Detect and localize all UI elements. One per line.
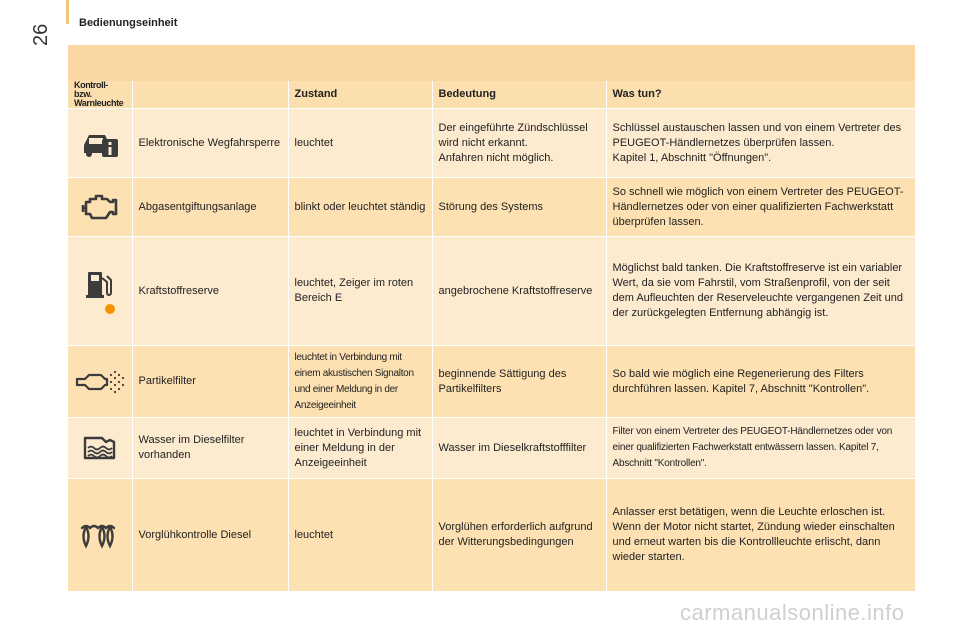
header-warning-light: Kontroll- bzw. Warnleuchte bbox=[68, 81, 132, 109]
row-meaning: Störung des Systems bbox=[432, 178, 606, 237]
icon-cell bbox=[68, 237, 132, 346]
table-row bbox=[68, 237, 915, 346]
header-name bbox=[132, 81, 288, 109]
row-state: leuchtet, Zeiger im roten Bereich E bbox=[288, 237, 432, 346]
row-name: Elektronische Wegfahrsperre bbox=[132, 109, 288, 178]
row-meaning: beginnende Sättigung des Partikelfilters bbox=[432, 346, 606, 418]
row-name: Wasser im Dieselfilter vorhanden bbox=[132, 418, 288, 479]
icon-cell bbox=[68, 178, 132, 237]
table-row bbox=[68, 479, 915, 592]
section-title: Bedienungseinheit bbox=[79, 17, 178, 29]
header-action: Was tun? bbox=[606, 81, 915, 109]
engine-icon bbox=[80, 192, 120, 222]
row-state: leuchtet in Verbindung mit einem akustischen Signalton und einer Meldung in der Anzeigeeinheit bbox=[288, 346, 432, 418]
glow-plug-icon bbox=[78, 520, 122, 550]
row-name: Vorglühkontrolle Diesel bbox=[132, 479, 288, 592]
immobilizer-key-icon bbox=[78, 127, 122, 159]
row-meaning: angebrochene Kraftstoffreserve bbox=[432, 237, 606, 346]
watermark: carmanualsonline.info bbox=[680, 600, 905, 625]
icon-cell bbox=[68, 346, 132, 418]
row-name: Partikelfilter bbox=[132, 346, 288, 418]
row-meaning: Wasser im Dieselkraftstofffilter bbox=[432, 418, 606, 479]
icon-cell bbox=[68, 109, 132, 178]
row-action: So bald wie möglich eine Regenerierung des Filters durchführen lassen. Kapitel 7, Abschnitt "Kontrollen". bbox=[606, 346, 915, 418]
row-action: Schlüssel austauschen lassen und von einem Vertreter des PEUGEOT-Händlernetzes überprüfen lassen. Kapitel 1, Abschnitt "Öffnungen". bbox=[606, 109, 915, 178]
row-action: Anlasser erst betätigen, wenn die Leuchte erloschen ist. Wenn der Motor nicht startet, Zündung wieder einschalten und erneut warten bis die Kontrollleuchte erlischt, dann wieder starten. bbox=[606, 479, 915, 592]
table-header-row bbox=[68, 81, 915, 109]
table-row bbox=[68, 109, 915, 178]
row-state: blinkt oder leuchtet ständig bbox=[288, 178, 432, 237]
row-meaning: Vorglühen erforderlich aufgrund der Witterungsbedingungen bbox=[432, 479, 606, 592]
water-in-diesel-icon bbox=[80, 433, 120, 463]
row-meaning: Der eingeführte Zündschlüssel wird nicht erkannt. Anfahren nicht möglich. bbox=[432, 109, 606, 178]
table-banner bbox=[68, 45, 915, 81]
row-state: leuchtet in Verbindung mit einer Meldung in der Anzeigeeinheit bbox=[288, 418, 432, 479]
header-meaning: Bedeutung bbox=[432, 81, 606, 109]
page-number: 26 bbox=[30, 23, 52, 46]
row-name: Abgasentgiftungsanlage bbox=[132, 178, 288, 237]
icon-cell bbox=[68, 418, 132, 479]
row-state: leuchtet bbox=[288, 109, 432, 178]
header-state: Zustand bbox=[288, 81, 432, 109]
table-row bbox=[68, 178, 915, 237]
row-action: Filter von einem Vertreter des PEUGEOT-Händlernetzes oder von einer qualifizierten Fachwerkstatt entwässern lassen. Kapitel 7, Abschnitt "Kontrollen". bbox=[606, 418, 915, 479]
row-action: So schnell wie möglich von einem Vertreter des PEUGEOT-Händlernetzes oder von einer qualifizierten Fachwerkstatt überprüfen lassen. bbox=[606, 178, 915, 237]
particle-filter-icon bbox=[75, 367, 125, 397]
warning-lights-table bbox=[68, 81, 916, 592]
table-row bbox=[68, 346, 915, 418]
icon-cell bbox=[68, 479, 132, 592]
row-name: Kraftstoffreserve bbox=[132, 237, 288, 346]
row-state: leuchtet bbox=[288, 479, 432, 592]
fuel-pump-icon bbox=[80, 266, 120, 316]
page-side-bar bbox=[66, 0, 69, 24]
row-action: Möglichst bald tanken. Die Kraftstoffreserve ist ein variabler Wert, da sie vom Fahrstil, vom Straßenprofil, von der seit dem Aufleuchten der Reserveleuchte vergangenen Zeit und der zurückgelegten Entfernung abhängig ist. bbox=[606, 237, 915, 346]
warning-lights-table-wrap bbox=[68, 45, 915, 592]
table-row bbox=[68, 418, 915, 479]
